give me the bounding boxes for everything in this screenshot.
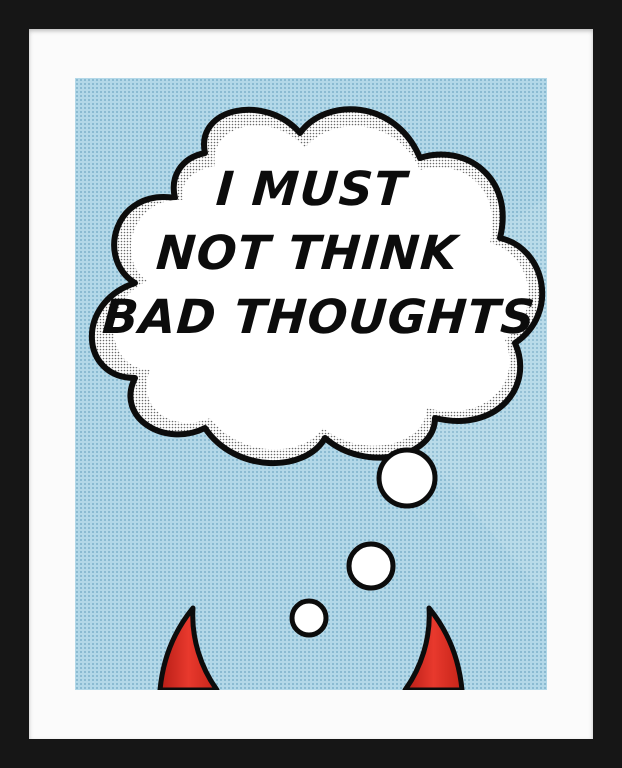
caption-line-3: BAD THOUGHTS <box>100 290 538 345</box>
poster-mat <box>29 29 593 739</box>
poster-artwork <box>75 78 547 690</box>
caption-line-2: NOT THINK <box>154 226 460 281</box>
thought-bubble-icon <box>349 544 393 588</box>
thought-bubble-icon <box>379 450 435 506</box>
poster-caption <box>100 158 538 350</box>
thought-bubble-icon <box>292 601 326 635</box>
caption-line-1: I MUST <box>214 162 409 217</box>
